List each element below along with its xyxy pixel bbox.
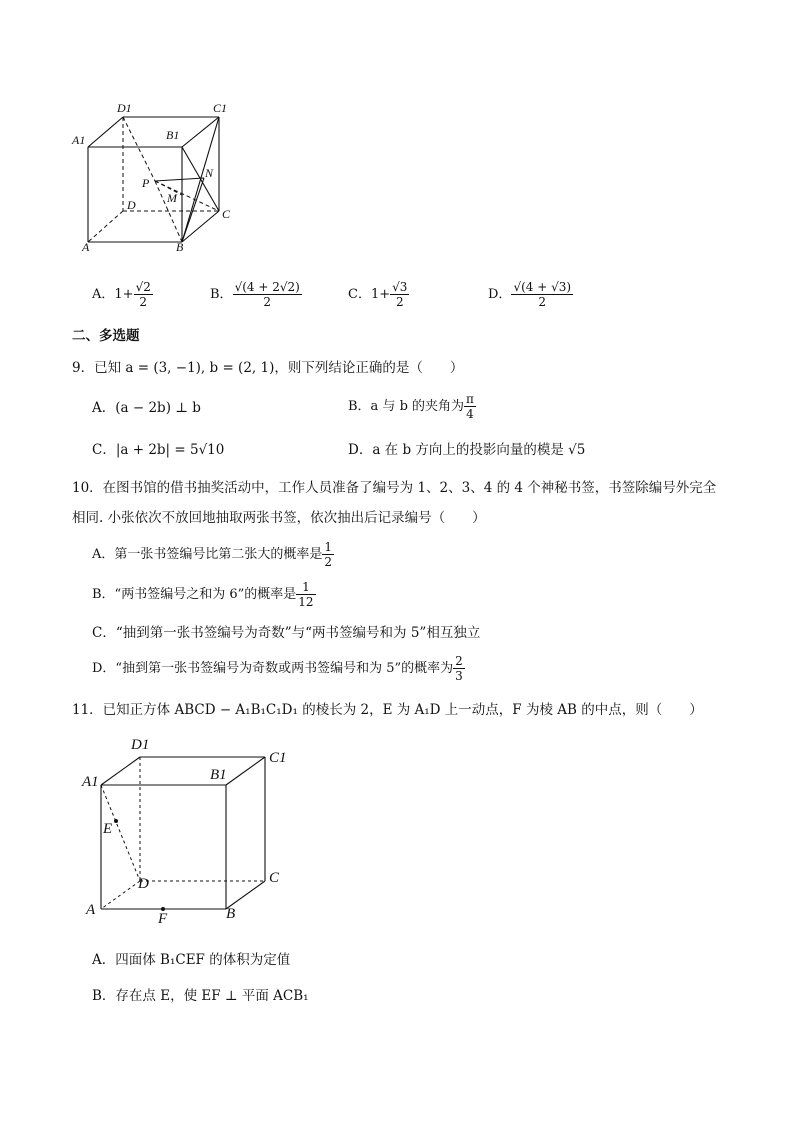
- label2-b: B: [226, 906, 236, 922]
- label-b: B: [176, 240, 184, 254]
- q10-stem-line1: 10．在图书馆的借书抽奖活动中，工作人员准备了编号为 1、2、3、4 的 4 个神秘书签，书签除编号外完全: [72, 480, 717, 496]
- q9-option-d[interactable]: D．a 在 b 方向上的投影向量的模是 √5: [348, 442, 586, 458]
- q10-stem-line2: 相同. 小张依次不放回地抽取两张书签，依次抽出后记录编号（ ）: [72, 510, 486, 526]
- label-a: A: [82, 240, 90, 254]
- label2-c1: C1: [269, 750, 287, 766]
- fraction: $\frac{2}{3}$: [455, 654, 463, 683]
- fraction: $\frac{1}{12}$: [298, 580, 314, 609]
- q9-option-c[interactable]: C．|a + 2b| = 5√10: [92, 442, 225, 458]
- fraction: $\frac{√(4 + 2√2)}{2}$: [234, 280, 300, 309]
- q9-option-a[interactable]: A．(a − 2b) ⊥ b: [92, 400, 201, 416]
- q8-option-b[interactable]: B． $\frac{√(4 + 2√2)}{2}$: [210, 280, 300, 309]
- fraction: $\frac{1}{2}$: [324, 540, 333, 569]
- label2-a1: A1: [82, 774, 99, 790]
- q11-option-b[interactable]: B．存在点 E，使 EF ⊥ 平面 ACB₁: [92, 988, 309, 1004]
- label-b1: B1: [166, 128, 180, 142]
- label2-d1: D1: [131, 737, 150, 753]
- q8-option-c[interactable]: C．1+ $\frac{√3}{2}$: [348, 280, 408, 309]
- label-n: N: [205, 166, 214, 180]
- label2-c: C: [269, 870, 280, 886]
- q9-stem: 9．已知 a = (3, −1), b = (2, 1)，则下列结论正确的是（ ）: [72, 360, 464, 376]
- q8-option-a[interactable]: A．1+ $\frac{√2}{2}$: [92, 280, 151, 309]
- label-d1: D1: [117, 101, 132, 115]
- section-title: 二、多选题: [72, 328, 140, 344]
- q10-option-c[interactable]: C．“抽到第一张书签编号为奇数”与“两书签编号和为 5”相互独立: [92, 625, 481, 641]
- fraction: $\frac{√2}{2}$: [135, 280, 151, 309]
- q8-option-d[interactable]: D． $\frac{√(4 + √3)}{2}$: [488, 280, 572, 309]
- label-a1: A1: [72, 133, 86, 147]
- fraction: $\frac{√3}{2}$: [392, 280, 408, 309]
- label2-b1: B1: [210, 767, 227, 783]
- label2-a: A: [86, 902, 96, 918]
- q11-option-a[interactable]: A．四面体 B₁CEF 的体积为定值: [92, 952, 291, 968]
- label-p: P: [142, 176, 150, 190]
- q10-option-a[interactable]: A．第一张书签编号比第二张大的概率是 $\frac{1}{2}$: [92, 540, 333, 569]
- q10-option-d[interactable]: D．“抽到第一张书签编号为奇数或两书签编号和为 5”的概率为 $\frac{2}{3}$: [92, 654, 463, 683]
- label2-f: F: [158, 911, 168, 927]
- label-d: D: [127, 198, 136, 212]
- fraction: $\frac{\pi}{4}$: [466, 392, 474, 421]
- fraction: $\frac{√(4 + √3)}{2}$: [513, 280, 572, 309]
- q9-option-b[interactable]: B．a 与 b 的夹角为 $\frac{\pi}{4}$: [348, 392, 474, 421]
- label2-e: E: [103, 821, 113, 837]
- q11-stem: 11．已知正方体 ABCD − A₁B₁C₁D₁ 的棱长为 2，E 为 A₁D 上一动点，F 为棱 AB 的中点，则（ ）: [72, 702, 703, 718]
- label-m: M: [167, 191, 177, 205]
- label-c1: C1: [213, 101, 228, 115]
- label2-d: D: [138, 876, 149, 892]
- q10-option-b[interactable]: B．“两书签编号之和为 6”的概率是 $\frac{1}{12}$: [92, 580, 314, 609]
- label-c: C: [222, 207, 231, 221]
